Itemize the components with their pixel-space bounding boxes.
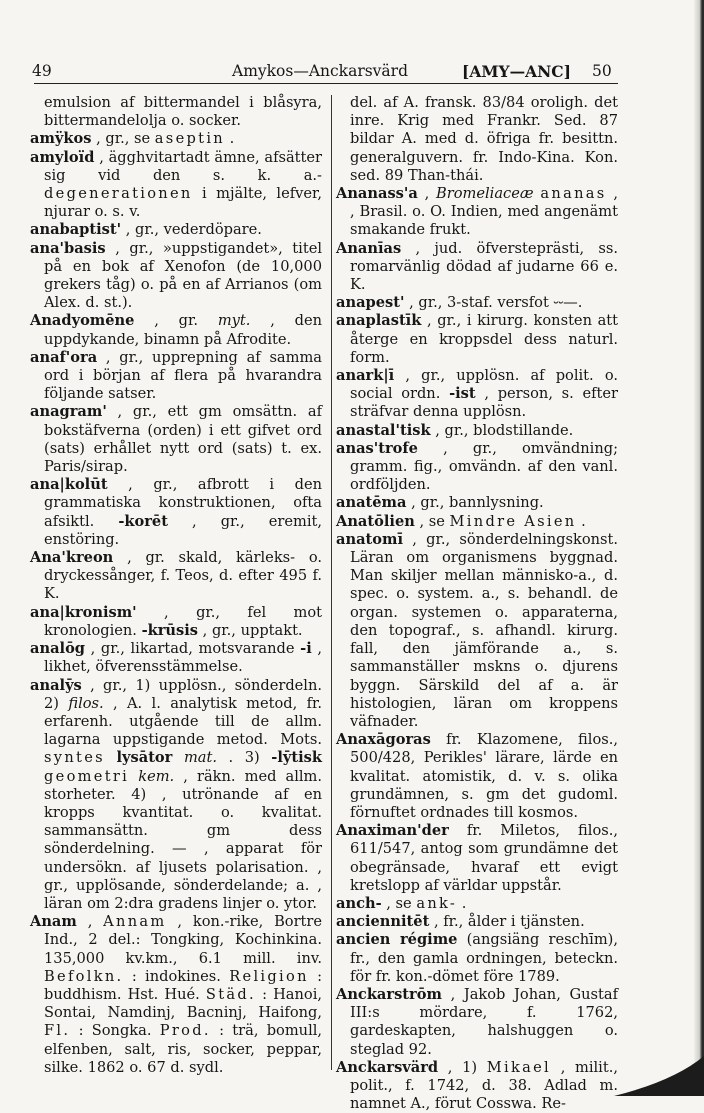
headword: anapest'	[336, 294, 405, 312]
spaced-term: ank-	[416, 894, 458, 912]
entry-range: [AMY—ANC]	[462, 62, 571, 81]
dictionary-entry	[336, 913, 618, 931]
headword: ancien régime	[336, 931, 458, 949]
entry-text: , 1)	[447, 1058, 478, 1076]
curled-corner-icon	[614, 1056, 704, 1096]
dictionary-entry	[30, 549, 322, 604]
entry-text: , jud. öfversteprästi, ss. romarvänlig dödad af judarne 66 e. K.	[350, 239, 619, 294]
page-number-right: 50	[592, 62, 612, 80]
entry-text: ,	[424, 185, 430, 203]
entry-text: , utrönande af en kropps kvantitat. o. kvalitat. sammansättn. gm dess sönderdelning. —	[44, 785, 323, 858]
dictionary-entry	[336, 367, 618, 422]
entry-text: , se	[419, 512, 445, 530]
entry-text: , den uppdykande, binamn på Afrodite.	[44, 312, 323, 348]
entry-text: , gr., upptakt.	[202, 621, 303, 639]
headword: amÿkos	[30, 130, 92, 148]
spaced-term: Mikael	[486, 1058, 552, 1076]
dictionary-entry	[30, 130, 322, 148]
entry-text: : Songka.	[78, 1022, 152, 1040]
dictionary-entry	[30, 312, 322, 348]
headword: Ananass'a	[336, 185, 418, 203]
spaced-term: Religion	[229, 967, 309, 985]
left-column	[30, 94, 322, 1077]
headword: analōg	[30, 640, 86, 658]
entry-text: : buddhism. Hst. Hué.	[44, 967, 323, 1003]
spaced-term: syntes	[44, 749, 105, 767]
dictionary-entry	[30, 640, 322, 676]
dictionary-entry	[30, 349, 322, 404]
entry-text: , gr., 1) upplösn., sönderdeln. 2)	[44, 676, 322, 712]
entry-text: ,	[87, 913, 93, 931]
entry-text: (angsiäng reschīm), fr., den gamla ordningen, beteckn. för fr. kon.-dömet före 1789.	[350, 931, 618, 985]
headword: Anckarstrōm	[336, 985, 442, 1003]
headword: Ananīas	[336, 239, 402, 257]
entry-text: : indokines.	[131, 967, 221, 985]
headword: analȳs	[30, 676, 82, 694]
headword: Anaxāgoras	[336, 731, 431, 749]
headword: Anadyomēne	[30, 312, 135, 330]
spaced-term: Städ.	[205, 985, 256, 1003]
italic-label: filos.	[68, 694, 104, 712]
sub-headword: -i	[300, 640, 312, 658]
entry-text: , apparat för undersökn. af ljusets polarisation.	[44, 840, 322, 876]
headword: anaf'ora	[30, 348, 98, 366]
entry-text: , likhet, öfverensstämmelse.	[44, 640, 323, 676]
italic-label: myt.	[217, 312, 251, 330]
entry-text: , gr., likartad, motsvarande	[90, 640, 295, 658]
dictionary-entry	[30, 476, 322, 549]
entry-text: .	[461, 894, 467, 912]
entry-text: del. af A. fransk. 83/84 oroligh. det inre. Krig med Frankr. Sed. 87 bildar A. med d. öfriga fr. besittn. generalguvern. fr. Indo-Kina. Kon. sed. 89 Than-thái.	[350, 94, 618, 184]
entry-text: , gr., eremit, enstöring.	[44, 512, 323, 548]
entry-text: : trä, bomull, elfenben, salt, ris, socker, peppar, silke. 1862 o. 67 d. sydl.	[44, 1022, 323, 1076]
entry-text: , kon.-rike, Bortre Ind., 2 del.: Tongking, Kochinkina. 135,000 kv.km., 6.1 mill. inv.	[44, 913, 323, 967]
dictionary-entry	[336, 240, 618, 295]
sub-headword: -ist	[449, 385, 476, 403]
entry-text: , gr., blodstillande.	[435, 421, 574, 439]
dictionary-entry	[30, 221, 322, 239]
spaced-term: Mindre Asien	[449, 512, 577, 530]
dictionary-entry	[30, 604, 322, 640]
spaced-term: Fl.	[44, 1022, 71, 1040]
page-edge-shadow	[694, 0, 704, 1096]
italic-label: kem.	[138, 767, 175, 785]
page-number-left: 49	[32, 62, 52, 80]
entry-text: , fr., ålder i tjänsten.	[433, 913, 585, 931]
entry-text: .	[229, 130, 235, 148]
spaced-term: Prod.	[159, 1022, 211, 1040]
entry-text: , gr., »uppstigandet», titel på en bok af Xenofon (de 10,000 grekers tåg) o. på en af Arrianos (om Alex. d. st.).	[44, 239, 323, 312]
entry-text: , räkn. med allm. storheter. 4)	[44, 767, 323, 803]
dictionary-entry	[336, 513, 618, 531]
sub-headword: -krūsis	[141, 621, 199, 639]
headword: anatēma	[336, 494, 407, 512]
dictionary-entry	[336, 931, 618, 986]
dictionary-entry	[30, 149, 322, 222]
italic-label: mat.	[183, 749, 217, 767]
entry-text: , gr., sönderdelningskonst. Läran om organismens byggnad. Man skiljer mellan människo-a., d. spec. o. system. a., s. behandl. de organ. systemen o. apparaterna, den topograf., s. afhandl. kirurg. fall, den jämförande a., s. sammanställer mskns o. djurens byggn. Särskild del af a. är histologien, läran om kroppens väfnader.	[350, 530, 618, 730]
dictionary-entry	[336, 312, 618, 367]
running-title: Amykos—Anckarsvärd	[232, 62, 409, 80]
dictionary-entry	[30, 403, 322, 476]
entry-text: , gr., vederdöpare.	[125, 221, 262, 239]
dictionary-entry	[30, 677, 322, 914]
dictionary-entry	[336, 895, 618, 913]
entry-text: fr. Klazomene, filos., 500/428, Perikles' lärare, lärde en kvalitat. atomistik, d. v. s. olika grundämnen, s. gm det gudoml. förnuftet ordnades till kosmos.	[350, 731, 618, 821]
header-rule	[34, 83, 618, 84]
dictionary-entry	[30, 240, 322, 313]
sub-headword: -lȳtisk	[271, 749, 322, 767]
entry-text: , gr., omvändning; gramm. fig., omvändn. af den vanl. ordföljden.	[350, 439, 619, 494]
entry-text: , gr., fel mot kronologien.	[44, 603, 323, 639]
entry-text: , Brasil. o. O. Indien, med angenämt smakande frukt.	[350, 203, 618, 239]
entry-text: fr. Miletos, filos., 611/547, antog som grundämne det obegränsade, hvaraf ett evigt kretslopp af världar uppstår.	[350, 822, 618, 894]
entry-text: . 3)	[228, 749, 260, 767]
headword: Anam	[30, 913, 77, 931]
spaced-term: Befolkn.	[44, 967, 124, 985]
column-divider	[331, 95, 332, 1070]
entry-text: , gr., i kirurg. konsten att återge en kroppsdel dess naturl. form.	[350, 312, 619, 366]
dictionary-entry	[336, 822, 618, 895]
entry-text: , gr., se	[96, 130, 151, 148]
entry-text: i mjälte, lefver, njurar o. s. v.	[44, 185, 323, 221]
headword: anagram'	[30, 403, 107, 421]
spaced-term: ananas	[540, 185, 607, 203]
headword: ana|kolūt	[30, 476, 108, 494]
dictionary-entry	[336, 731, 618, 822]
headword: anastal'tisk	[336, 421, 431, 439]
spaced-term: degenerationen	[44, 185, 193, 203]
page-header	[32, 60, 612, 84]
entry-text: emulsion af bittermandel i blåsyra, bittermandelolja o. socker.	[44, 94, 322, 130]
dictionary-entry	[336, 531, 618, 731]
dictionary-entry	[336, 185, 618, 240]
italic-label: Bromeliaceæ	[436, 185, 534, 203]
dictionary-entry	[336, 294, 618, 312]
headword: anciennitēt	[336, 913, 430, 931]
sub-headword: lysātor	[116, 749, 173, 767]
headword: anaplastīk	[336, 312, 422, 330]
entry-text: , gr.	[154, 312, 199, 330]
dictionary-entry	[30, 913, 322, 1077]
entry-text: , gr., upprepning af samma ord i början af flera på hvarandra följande satser.	[44, 348, 323, 403]
entry-text: , gr., upplösn. af polit. o. social ordn.	[350, 367, 618, 403]
dictionary-entry	[336, 1059, 618, 1113]
entry-text: , milit., polit., f. 1742, d. 38. Adlad m. namnet A., förut Cosswa. Re-	[350, 1058, 618, 1113]
headword: anas'trofe	[336, 439, 418, 457]
entry-text: , läran om 2:dra gradens linjer o. ytor.	[44, 876, 323, 912]
entry-text: , se	[386, 894, 412, 912]
entry-text: .	[581, 512, 586, 530]
entry-text: , person, s. efter sträfvar denna upplösn.	[350, 385, 619, 421]
dictionary-entry	[336, 422, 618, 440]
headword: ana|kronism'	[30, 603, 137, 621]
headword: ana'basis	[30, 239, 106, 257]
dictionary-entry	[336, 986, 618, 1059]
dictionary-entry	[336, 440, 618, 495]
headword: anark|ī	[336, 367, 395, 385]
headword: Anckarsvärd	[336, 1058, 439, 1076]
headword: Anatōlien	[336, 512, 415, 530]
entry-text: , gr., upplösande, sönderdelande; a.	[44, 858, 323, 894]
spaced-term: aseptin	[154, 130, 225, 148]
entry-text: , Jakob Johan, Gustaf III:s mördare, f. 1762, gardeskapten, halshuggen o. steglad 92.	[350, 985, 619, 1058]
entry-text: , gr. skald, kärleks- o. dryckessånger, f. Teos, d. efter 495 f. K.	[44, 549, 322, 603]
entry-text: : Hanoi, Sontai, Namdinj, Bacninj, Haifong,	[44, 985, 323, 1022]
spaced-term: geometri	[44, 767, 130, 785]
headword: anatomī	[336, 530, 403, 548]
headword: Anaximan'der	[336, 822, 449, 840]
dictionary-entry	[336, 94, 618, 185]
entry-text: , gr., 3-staf. versfot ⏑⏑—.	[409, 294, 583, 312]
right-column	[336, 94, 618, 1113]
entry-text: , A. l. analytisk metod, fr. erfarenh. utgående till de allm. lagarna uppstigande metod. Mots.	[44, 694, 323, 749]
sub-headword: -korēt	[118, 512, 168, 530]
entry-text: , ägghvitartadt ämne, afsätter sig vid den s. k. a.-	[44, 148, 322, 184]
headword: anch-	[336, 894, 382, 912]
dictionary-entry	[336, 494, 618, 512]
headword: Ana'kreon	[30, 549, 114, 567]
dictionary-entry	[30, 94, 322, 130]
headword: anabaptist'	[30, 221, 122, 239]
entry-text: ,	[613, 185, 619, 203]
entry-text: , gr., afbrott i den grammatiska konstruktionen, ofta afsiktl.	[44, 476, 322, 530]
spaced-term: Annam	[103, 913, 167, 931]
entry-text: , gr., bannlysning.	[411, 494, 544, 512]
headword: amyloïd	[30, 148, 95, 166]
entry-text: , gr., ett gm omsättn. af bokstäfverna (orden) i ett gifvet ord (sats) erhållet nytt ord (sats) t. ex. Paris/sirap.	[44, 403, 323, 476]
